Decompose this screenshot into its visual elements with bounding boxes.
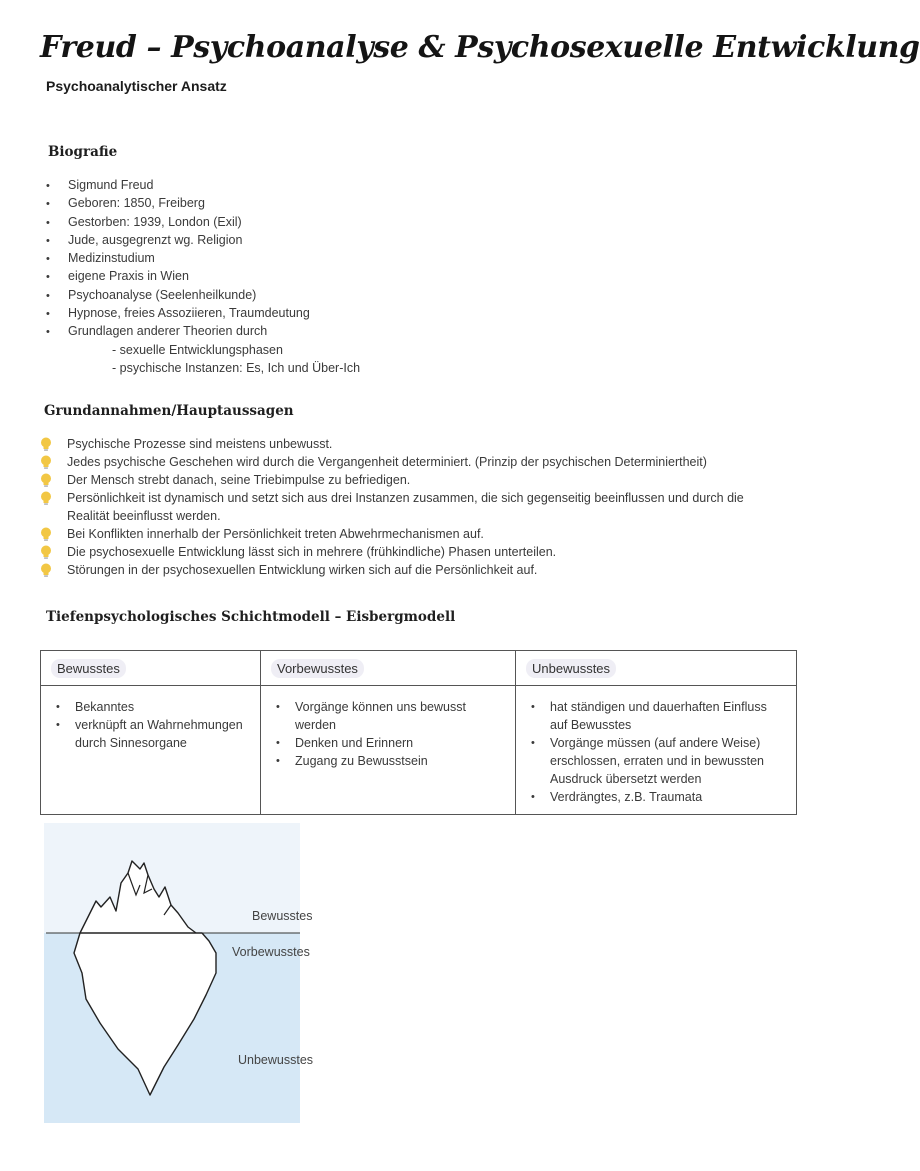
- list-item: • Vorgänge können uns bewusst werden: [273, 698, 503, 734]
- list-item: Jedes psychische Geschehen wird durch die Vergangenheit determiniert. (Prinzip der psychischen Determiniertheit): [40, 453, 780, 471]
- list-item: • Grundlagen anderer Theorien durch: [46, 324, 268, 339]
- column-header-vorbewusstes: Vorbewusstes: [261, 651, 516, 686]
- list-item: • verknüpft an Wahrnehmungen durch Sinnesorgane: [53, 716, 248, 752]
- schichtmodell-heading: Tiefenpsychologisches Schichtmodell – Eisbergmodell: [46, 609, 456, 625]
- list-item: Störungen in der psychosexuellen Entwicklung wirken sich auf die Persönlichkeit auf.: [40, 561, 780, 579]
- column-body-unbewusstes: [516, 686, 796, 814]
- list-item: • Geboren: 1850, Freiberg: [46, 196, 205, 211]
- lightbulb-icon: [40, 527, 52, 542]
- list-item: • Vorgänge müssen (auf andere Weise) erschlossen, erraten und in bewussten Ausdruck übersetzt werden: [528, 734, 784, 788]
- biografie-list: [46, 176, 360, 377]
- grundannahmen-heading: Grundannahmen/Hauptaussagen: [44, 403, 294, 419]
- column-header-bewusstes: Bewusstes: [41, 651, 261, 686]
- lightbulb-icon: [40, 455, 52, 470]
- lightbulb-icon: [40, 437, 52, 452]
- iceberg-label-vorbewusstes: Vorbewusstes: [232, 945, 310, 959]
- list-item: Der Mensch strebt danach, seine Triebimpulse zu befriedigen.: [40, 471, 780, 489]
- iceberg-label-unbewusstes: Unbewusstes: [238, 1053, 314, 1067]
- list-item: • Medizinstudium: [46, 251, 155, 266]
- column-body-vorbewusstes: [261, 686, 516, 814]
- list-item: • hat ständigen und dauerhaften Einfluss auf Bewusstes: [528, 698, 784, 734]
- list-item: Die psychosexuelle Entwicklung lässt sich in mehrere (frühkindliche) Phasen unterteilen.: [40, 543, 780, 561]
- list-item: • Psychoanalyse (Seelenheilkunde): [46, 287, 257, 302]
- page-subtitle: Psychoanalytischer Ansatz: [46, 78, 227, 94]
- biografie-heading: Biografie: [48, 144, 118, 160]
- list-item: • Denken und Erinnern: [273, 734, 503, 752]
- list-item: • Zugang zu Bewusstsein: [273, 752, 503, 770]
- list-item: Psychische Prozesse sind meistens unbewusst.: [40, 435, 780, 453]
- list-item: Persönlichkeit ist dynamisch und setzt sich aus drei Instanzen zusammen, die sich gegenseitig beeinflussen und durch die Realität beeinflusst werden.: [40, 489, 780, 525]
- lightbulb-icon: [40, 473, 52, 488]
- column-header-unbewusstes: Unbewusstes: [516, 651, 796, 686]
- page-title: Freud – Psychoanalyse & Psychosexuelle Entwicklung: [40, 30, 920, 65]
- list-item: • Hypnose, freies Assoziieren, Traumdeutung: [46, 306, 310, 321]
- grundannahmen-list: [40, 435, 780, 579]
- lightbulb-icon: [40, 491, 52, 506]
- iceberg-label-bewusstes: Bewusstes: [252, 909, 313, 923]
- list-item: • Bekanntes: [53, 698, 248, 716]
- list-item: • Jude, ausgegrenzt wg. Religion: [46, 232, 243, 247]
- list-item: • Gestorben: 1939, London (Exil): [46, 214, 242, 229]
- schichtmodell-table: [40, 650, 797, 815]
- lightbulb-icon: [40, 563, 52, 578]
- sub-list-item: - sexuelle Entwicklungsphasen: [112, 342, 283, 357]
- list-item: • Verdrängtes, z.B. Traumata: [528, 788, 784, 806]
- sub-list-item: - psychische Instanzen: Es, Ich und Über-Ich: [112, 360, 361, 375]
- list-item: • eigene Praxis in Wien: [46, 269, 189, 284]
- list-item: • Sigmund Freud: [46, 178, 154, 192]
- column-body-bewusstes: [41, 686, 261, 814]
- iceberg-illustration: [44, 823, 300, 1123]
- list-item: Bei Konflikten innerhalb der Persönlichkeit treten Abwehrmechanismen auf.: [40, 525, 780, 543]
- lightbulb-icon: [40, 545, 52, 560]
